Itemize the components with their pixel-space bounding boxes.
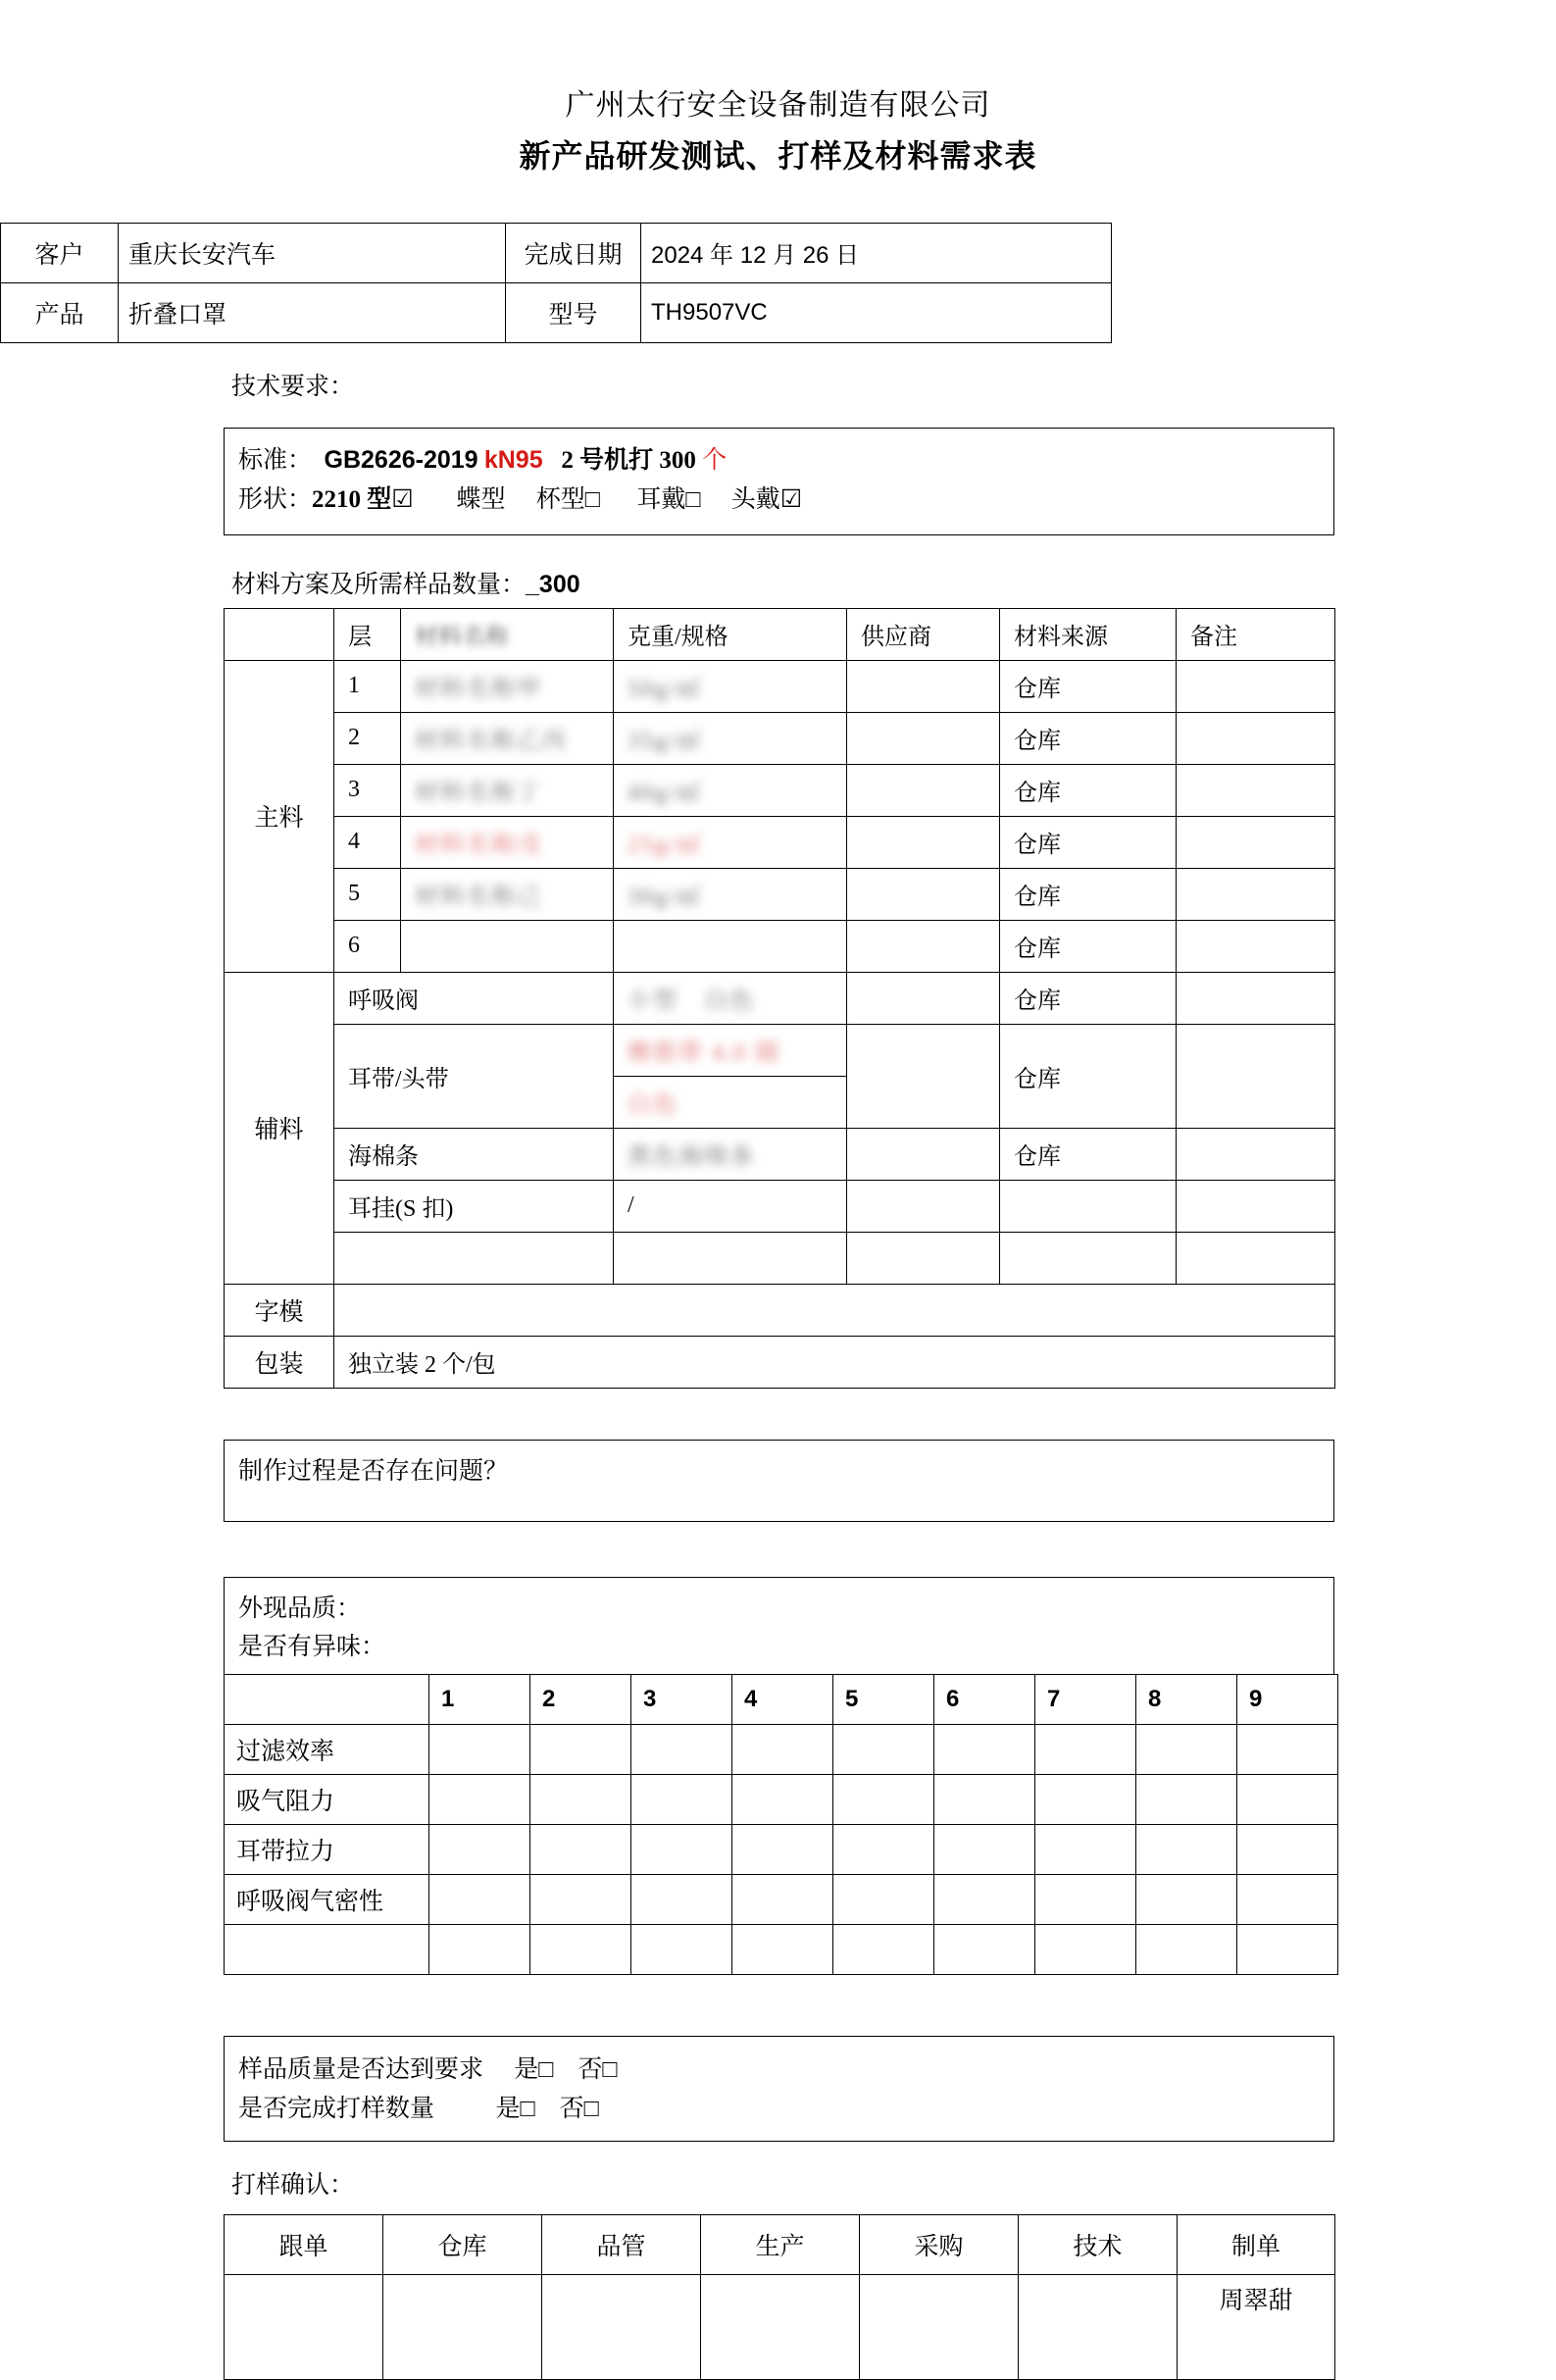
test-col-blank <box>225 1674 429 1724</box>
shape-option-2210: 2210 型 <box>312 486 392 514</box>
table-row <box>225 920 1335 972</box>
sign-col-follow-up: 跟单 <box>225 2214 383 2274</box>
sign-value-warehouse[interactable] <box>383 2274 542 2379</box>
main-material-label: 主料 <box>225 660 334 972</box>
test-cell[interactable] <box>1035 1774 1136 1824</box>
customer-value[interactable]: 重庆长安汽车 <box>119 223 506 282</box>
material-supplier-cell[interactable] <box>847 816 1000 868</box>
layer-index: 5 <box>334 868 401 920</box>
material-note-cell[interactable] <box>1177 816 1335 868</box>
table-row <box>225 1336 1335 1388</box>
aux-material-label: 辅料 <box>225 972 334 1284</box>
aux-supplier-cell[interactable] <box>847 1180 1000 1232</box>
aux-spec-cell[interactable]: 白色 <box>614 1076 847 1128</box>
test-cell[interactable] <box>934 1874 1035 1924</box>
aux-spec-cell[interactable]: 橡筋带 4.0 圆 <box>614 1024 847 1076</box>
aux-spec-cell[interactable]: 小型 白色 <box>614 972 847 1024</box>
table-row <box>225 660 1335 712</box>
test-cell[interactable] <box>1136 1824 1237 1874</box>
material-spec-cell[interactable] <box>614 920 847 972</box>
date-label: 完成日期 <box>506 223 641 282</box>
material-source-cell[interactable]: 仓库 <box>1000 764 1177 816</box>
material-source-cell[interactable]: 仓库 <box>1000 712 1177 764</box>
material-supplier-cell[interactable] <box>847 660 1000 712</box>
odor-check-label: 是否有异味： <box>238 1633 386 1660</box>
material-note-cell[interactable] <box>1177 868 1335 920</box>
test-cell[interactable] <box>1237 1774 1338 1824</box>
col-category <box>225 608 334 660</box>
test-result-table <box>224 1674 1338 1975</box>
shape-checkbox-earloop[interactable]: □ <box>685 486 701 514</box>
test-cell[interactable] <box>1237 1724 1338 1774</box>
test-cell[interactable] <box>732 1774 833 1824</box>
layer-index: 2 <box>334 712 401 764</box>
sign-value-purchasing[interactable] <box>860 2274 1019 2379</box>
shape-checkbox-cup[interactable]: □ <box>584 486 600 514</box>
page-title: 新产品研发测试、打样及材料需求表 <box>519 138 1037 174</box>
material-name-cell[interactable]: 材料名称己 <box>401 868 614 920</box>
aux-supplier-cell[interactable] <box>847 1232 1000 1284</box>
material-note-cell[interactable] <box>1177 920 1335 972</box>
tech-requirement-box <box>224 428 1334 535</box>
test-cell[interactable] <box>1237 1824 1338 1874</box>
sample-quality-line <box>238 2051 1320 2091</box>
aux-source-cell[interactable]: 仓库 <box>1000 972 1177 1024</box>
test-col-2: 2 <box>530 1674 631 1724</box>
col-material-name: 材料名称 <box>401 608 614 660</box>
table-header-row <box>225 608 1335 660</box>
appearance-quality-box <box>224 1577 1334 1674</box>
table-row <box>225 868 1335 920</box>
material-plan-label: 材料方案及所需样品数量： <box>231 571 527 598</box>
test-col-8: 8 <box>1136 1674 1237 1724</box>
table-row <box>225 1724 1338 1774</box>
material-note-cell[interactable] <box>1177 712 1335 764</box>
signature-table <box>224 2214 1335 2380</box>
test-row-label-blank <box>225 1924 429 1974</box>
model-value[interactable]: TH9507VC <box>641 282 1112 342</box>
shape-option-butterfly: 蝶型 <box>456 486 506 514</box>
test-cell[interactable] <box>934 1774 1035 1824</box>
aux-note-cell[interactable] <box>1177 1128 1335 1180</box>
mold-label: 字模 <box>225 1284 334 1336</box>
standard-grade: kN95 <box>483 445 543 474</box>
company-name: 广州太行安全设备制造有限公司 <box>565 89 991 122</box>
test-col-5: 5 <box>833 1674 934 1724</box>
test-col-1: 1 <box>429 1674 530 1724</box>
standard-code: GB2626-2019 <box>324 445 478 474</box>
test-cell[interactable] <box>631 1824 732 1874</box>
aux-spec-cell[interactable]: 黑色海绵条 <box>614 1128 847 1180</box>
table-header-row <box>225 2214 1335 2274</box>
sample-quality-yes[interactable]: 是□ <box>514 2055 554 2083</box>
col-layer: 层 <box>334 608 401 660</box>
test-cell[interactable] <box>631 1774 732 1824</box>
test-cell[interactable] <box>631 1724 732 1774</box>
material-spec-cell[interactable]: 25g/㎡ <box>614 816 847 868</box>
sign-col-warehouse: 仓库 <box>383 2214 542 2274</box>
test-cell[interactable] <box>732 1824 833 1874</box>
sign-value-technical[interactable] <box>1019 2274 1178 2379</box>
test-cell[interactable] <box>833 1924 934 1974</box>
table-header-row <box>225 1674 1338 1724</box>
test-cell[interactable] <box>1136 1924 1237 1974</box>
quantity-unit: 个 <box>702 446 728 474</box>
material-supplier-cell[interactable] <box>847 764 1000 816</box>
aux-note-cell[interactable] <box>1177 1180 1335 1232</box>
material-note-cell[interactable] <box>1177 660 1335 712</box>
test-cell[interactable] <box>934 1824 1035 1874</box>
test-row-label-filtration: 过滤效率 <box>225 1724 429 1774</box>
sign-value-production[interactable] <box>701 2274 860 2379</box>
test-cell[interactable] <box>429 1824 530 1874</box>
material-name-cell[interactable]: 材料名称甲 <box>401 660 614 712</box>
test-col-9: 9 <box>1237 1674 1338 1724</box>
layer-index: 1 <box>334 660 401 712</box>
document-page <box>0 86 1556 2314</box>
sample-count-yes[interactable]: 是□ <box>495 2096 535 2123</box>
shape-line <box>225 481 1333 521</box>
table-row <box>225 816 1335 868</box>
aux-source-cell[interactable] <box>1000 1180 1177 1232</box>
material-supplier-cell[interactable] <box>847 868 1000 920</box>
test-cell[interactable] <box>429 1774 530 1824</box>
test-cell[interactable] <box>1136 1724 1237 1774</box>
aux-name-cell[interactable]: 耳挂(S 扣) <box>334 1180 614 1232</box>
product-label: 产品 <box>1 282 119 342</box>
test-cell[interactable] <box>833 1824 934 1874</box>
aux-name-cell[interactable]: 呼吸阀 <box>334 972 614 1024</box>
material-spec-cell[interactable]: 35g/㎡ <box>614 712 847 764</box>
sign-value-quality[interactable] <box>542 2274 701 2379</box>
shape-checkbox-headband[interactable]: ☑ <box>779 486 803 514</box>
material-spec-cell[interactable]: 50g/㎡ <box>614 660 847 712</box>
test-cell[interactable] <box>1237 1924 1338 1974</box>
test-cell[interactable] <box>429 1924 530 1974</box>
product-value[interactable]: 折叠口罩 <box>119 282 506 342</box>
aux-note-cell[interactable] <box>1177 1232 1335 1284</box>
layer-index: 4 <box>334 816 401 868</box>
date-value[interactable]: 2024 年 12 月 26 日 <box>641 223 1112 282</box>
packaging-label: 包装 <box>225 1336 334 1388</box>
material-supplier-cell[interactable] <box>847 712 1000 764</box>
customer-info-table <box>0 223 1112 343</box>
tech-requirement-label: 技术要求： <box>231 373 355 400</box>
aux-supplier-cell[interactable] <box>847 1024 1000 1128</box>
table-row <box>225 1824 1338 1874</box>
aux-supplier-cell[interactable] <box>847 1128 1000 1180</box>
test-cell[interactable] <box>1136 1874 1237 1924</box>
material-name-cell[interactable]: 材料名称乙丙 <box>401 712 614 764</box>
table-row <box>225 764 1335 816</box>
test-col-7: 7 <box>1035 1674 1136 1724</box>
shape-option-earloop: 耳戴 <box>636 486 686 514</box>
customer-label: 客户 <box>1 223 119 282</box>
test-cell[interactable] <box>934 1724 1035 1774</box>
table-row <box>1 282 1112 342</box>
material-source-cell[interactable]: 仓库 <box>1000 920 1177 972</box>
table-row <box>225 1874 1338 1924</box>
process-problem-question: 制作过程是否存在问题？ <box>238 1457 509 1485</box>
material-source-cell[interactable]: 仓库 <box>1000 660 1177 712</box>
table-row <box>1 223 1112 282</box>
test-cell[interactable] <box>530 1724 631 1774</box>
shape-option-cup: 杯型 <box>535 486 585 514</box>
test-cell[interactable] <box>530 1924 631 1974</box>
sign-value-preparer[interactable]: 周翠甜 <box>1178 2274 1335 2379</box>
test-cell[interactable] <box>732 1874 833 1924</box>
test-cell[interactable] <box>631 1924 732 1974</box>
test-col-4: 4 <box>732 1674 833 1724</box>
aux-name-cell[interactable] <box>334 1232 614 1284</box>
table-row <box>225 2274 1335 2379</box>
sample-count-no[interactable]: 否□ <box>559 2096 599 2123</box>
shape-checkbox-2210[interactable]: ☑ <box>391 486 414 514</box>
test-cell[interactable] <box>1035 1824 1136 1874</box>
test-col-6: 6 <box>934 1674 1035 1724</box>
aux-spec-cell[interactable]: / <box>614 1180 847 1232</box>
material-source-cell[interactable]: 仓库 <box>1000 816 1177 868</box>
test-cell[interactable] <box>833 1774 934 1824</box>
mold-value[interactable] <box>334 1284 1335 1336</box>
test-cell[interactable] <box>732 1924 833 1974</box>
test-cell[interactable] <box>1035 1874 1136 1924</box>
sample-quality-label: 样品质量是否达到要求 <box>238 2055 484 2083</box>
machine-quantity: 2 号机打 300 <box>561 446 696 474</box>
material-name-cell[interactable]: 材料名称丁 <box>401 764 614 816</box>
standard-label: 标准： <box>238 446 313 474</box>
sign-col-purchasing: 采购 <box>860 2214 1019 2274</box>
test-cell[interactable] <box>1136 1774 1237 1824</box>
aux-note-cell[interactable] <box>1177 972 1335 1024</box>
table-row <box>225 1774 1338 1824</box>
test-cell[interactable] <box>1035 1924 1136 1974</box>
appearance-quality-label: 外现品质： <box>238 1595 362 1622</box>
col-supplier: 供应商 <box>847 608 1000 660</box>
process-problem-box[interactable] <box>224 1440 1334 1522</box>
material-source-cell[interactable]: 仓库 <box>1000 868 1177 920</box>
table-row <box>225 1180 1335 1232</box>
model-label: 型号 <box>506 282 641 342</box>
sign-col-preparer: 制单 <box>1178 2214 1335 2274</box>
standard-line <box>225 440 1333 481</box>
packaging-value[interactable]: 独立装 2 个/包 <box>334 1336 1335 1388</box>
shape-option-headband: 头戴 <box>730 486 780 514</box>
table-row <box>225 712 1335 764</box>
col-note: 备注 <box>1177 608 1335 660</box>
material-name-cell[interactable]: 材料名称戊 <box>401 816 614 868</box>
material-spec-cell[interactable]: 30g/㎡ <box>614 868 847 920</box>
test-cell[interactable] <box>429 1874 530 1924</box>
aux-spec-cell[interactable] <box>614 1232 847 1284</box>
aux-supplier-cell[interactable] <box>847 972 1000 1024</box>
test-row-label-inhalation: 吸气阻力 <box>225 1774 429 1824</box>
table-row <box>225 1024 1335 1076</box>
sign-col-quality: 品管 <box>542 2214 701 2274</box>
sample-count-label: 是否完成打样数量 <box>238 2096 435 2123</box>
table-row <box>225 1284 1335 1336</box>
test-cell[interactable] <box>833 1874 934 1924</box>
material-sample-qty[interactable]: _300 <box>526 570 580 598</box>
aux-name-cell[interactable]: 耳带/头带 <box>334 1024 614 1128</box>
sample-confirm-heading: 打样确认： <box>231 2171 355 2199</box>
test-row-label-earband: 耳带拉力 <box>225 1824 429 1874</box>
layer-index: 3 <box>334 764 401 816</box>
sample-quality-no[interactable]: 否□ <box>577 2055 618 2083</box>
sample-count-line <box>238 2090 1320 2130</box>
test-cell[interactable] <box>429 1724 530 1774</box>
sign-col-production: 生产 <box>701 2214 860 2274</box>
table-row <box>225 1232 1335 1284</box>
test-cell[interactable] <box>732 1724 833 1774</box>
material-table <box>224 608 1335 1389</box>
material-name-cell[interactable] <box>401 920 614 972</box>
test-cell[interactable] <box>631 1874 732 1924</box>
test-cell[interactable] <box>530 1874 631 1924</box>
aux-source-cell[interactable]: 仓库 <box>1000 1024 1177 1128</box>
sample-confirm-box <box>224 2036 1334 2142</box>
material-supplier-cell[interactable] <box>847 920 1000 972</box>
col-material-source: 材料来源 <box>1000 608 1177 660</box>
aux-name-cell[interactable]: 海棉条 <box>334 1128 614 1180</box>
test-cell[interactable] <box>530 1824 631 1874</box>
sign-col-technical: 技术 <box>1019 2214 1178 2274</box>
test-row-label-valve: 呼吸阀气密性 <box>225 1874 429 1924</box>
test-col-3: 3 <box>631 1674 732 1724</box>
document-header <box>0 86 1556 177</box>
test-cell[interactable] <box>1035 1724 1136 1774</box>
test-cell[interactable] <box>530 1774 631 1824</box>
col-weight-spec: 克重/规格 <box>614 608 847 660</box>
test-cell[interactable] <box>1237 1874 1338 1924</box>
test-cell[interactable] <box>934 1924 1035 1974</box>
material-spec-cell[interactable]: 40g/㎡ <box>614 764 847 816</box>
shape-label: 形状： <box>238 486 313 514</box>
material-note-cell[interactable] <box>1177 764 1335 816</box>
aux-source-cell[interactable] <box>1000 1232 1177 1284</box>
aux-source-cell[interactable]: 仓库 <box>1000 1128 1177 1180</box>
material-plan-heading <box>231 565 1556 600</box>
test-cell[interactable] <box>833 1724 934 1774</box>
aux-note-cell[interactable] <box>1177 1024 1335 1128</box>
table-row <box>225 972 1335 1024</box>
table-row <box>225 1924 1338 1974</box>
table-row <box>225 1128 1335 1180</box>
sign-value-follow-up[interactable] <box>225 2274 383 2379</box>
layer-index: 6 <box>334 920 401 972</box>
